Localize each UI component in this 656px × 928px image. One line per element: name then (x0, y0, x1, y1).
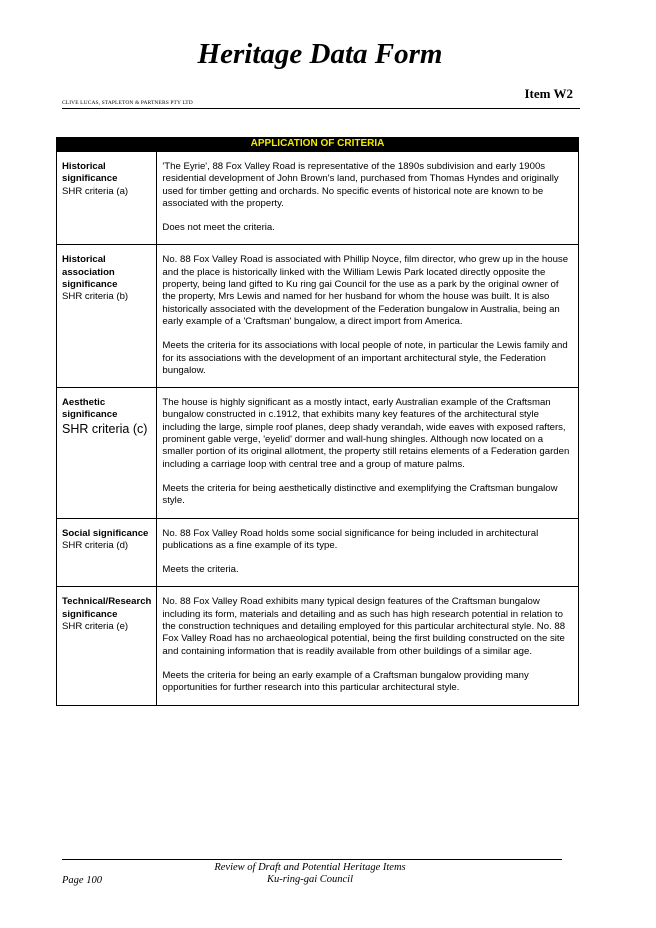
assessment-paragraph: Meets the criteria for being an early example of a Craftsman bungalow providing many opportunities for further research into this particular architectural style. (162, 669, 529, 694)
footer-line-1: Review of Draft and Potential Heritage Items (214, 862, 406, 873)
page-number: Page 100 (62, 875, 102, 886)
description-paragraph: No. 88 Fox Valley Road exhibits many typical design features of the Craftsman bungalow including its form, materials and detailing and as such has high research potential in relation to the construction techniques and detailing employed for this particular architectural style. No. 88 Fox Valley Road has no archaeological potential, being the first building constructed on the site and containing information that is readily available from other buildings of a similar age. (162, 596, 566, 657)
criteria-label: Social significance (62, 527, 149, 539)
criteria-ref: SHR criteria (c) (62, 421, 148, 436)
criteria-description (157, 152, 579, 245)
criteria-label: Historical association significance (62, 254, 118, 291)
criteria-label-cell (57, 388, 157, 518)
table-header-row (57, 138, 579, 152)
table-heading: APPLICATION OF CRITERIA (57, 138, 579, 152)
criteria-row-aesthetic (57, 388, 579, 518)
description-paragraph: The house is highly significant as a mostly intact, early Australian example of the Craftsman bungalow constructed in c.1912, that exhibits many key features of the architectural style including the large, simple roof planes, deep shady verandah, wide eaves with exposed rafters, prominent gable verge, 'eyelid' dormer and wall-hung shingles. Although now located on a smaller portion of its original allotment, the property still retains elements of a Federation garden including a carriage loop with central tree and a group of mature palms. (162, 397, 570, 470)
assessment-paragraph: Meets the criteria for being aesthetically distinctive and exemplifying the Craftsman bungalow style. (162, 482, 558, 507)
page-title: Heritage Data Form (197, 38, 443, 70)
footer-divider (62, 859, 562, 860)
criteria-label: Technical/Research significance (62, 596, 152, 620)
criteria-ref: SHR criteria (d) (62, 539, 129, 551)
criteria-label-cell (57, 587, 157, 705)
criteria-description (157, 518, 579, 587)
description-paragraph: No. 88 Fox Valley Road holds some social significance for being included in architectural publications as a fine example of its type. (162, 527, 539, 551)
criteria-row-technical (57, 587, 579, 705)
criteria-label: Historical significance (62, 161, 118, 185)
header-divider (62, 108, 580, 109)
criteria-ref: SHR criteria (b) (62, 291, 129, 303)
criteria-ref: SHR criteria (e) (62, 621, 129, 633)
footer-document-title (190, 862, 430, 886)
assessment-paragraph: Does not meet the criteria. (162, 222, 275, 234)
criteria-row-historical (57, 152, 579, 245)
criteria-description (157, 245, 579, 388)
item-code: Item W2 (524, 86, 573, 101)
description-paragraph: 'The Eyrie', 88 Fox Valley Road is representative of the 1890s subdivision and early 1900s residential development of John Brown's land, purchased from Thomas Hyndes and originally used for timber getting and orchards. No specific events of historical note are known to be associated with the property. (162, 161, 559, 209)
criteria-ref: SHR criteria (a) (62, 185, 129, 197)
firm-name: CLIVE LUCAS, STAPLETON & PARTNERS PTY LTD (62, 100, 193, 106)
criteria-label: Aesthetic significance (62, 397, 118, 421)
criteria-label-cell (57, 518, 157, 587)
footer-line-2: Ku-ring-gai Council (266, 874, 354, 885)
criteria-table (56, 137, 579, 706)
criteria-description (157, 388, 579, 518)
criteria-row-historical-association (57, 245, 579, 388)
assessment-paragraph: Meets the criteria for its associations with local people of note, in particular the Lewis family and for its associations with the development of an important architectural style, the Federation bungalow. (162, 340, 568, 376)
criteria-row-social (57, 518, 579, 587)
criteria-label-cell (57, 245, 157, 388)
description-paragraph: No. 88 Fox Valley Road is associated with Phillip Noyce, film director, who grew up in the house and the place is historically linked with the William Lewis Park located directly opposite the property, being land gifted to Ku ring gai Council for the use as a park by the original owner of the property, Mrs Lewis and named for her husband for whom the house was built. It is also historically associated with the development of the Federation bungalow in Australia, being an early example of a 'Craftsman' bungalow, a direct import from America. (162, 254, 569, 327)
criteria-label-cell (57, 152, 157, 245)
assessment-paragraph: Meets the criteria. (162, 564, 239, 576)
criteria-description (157, 587, 579, 705)
